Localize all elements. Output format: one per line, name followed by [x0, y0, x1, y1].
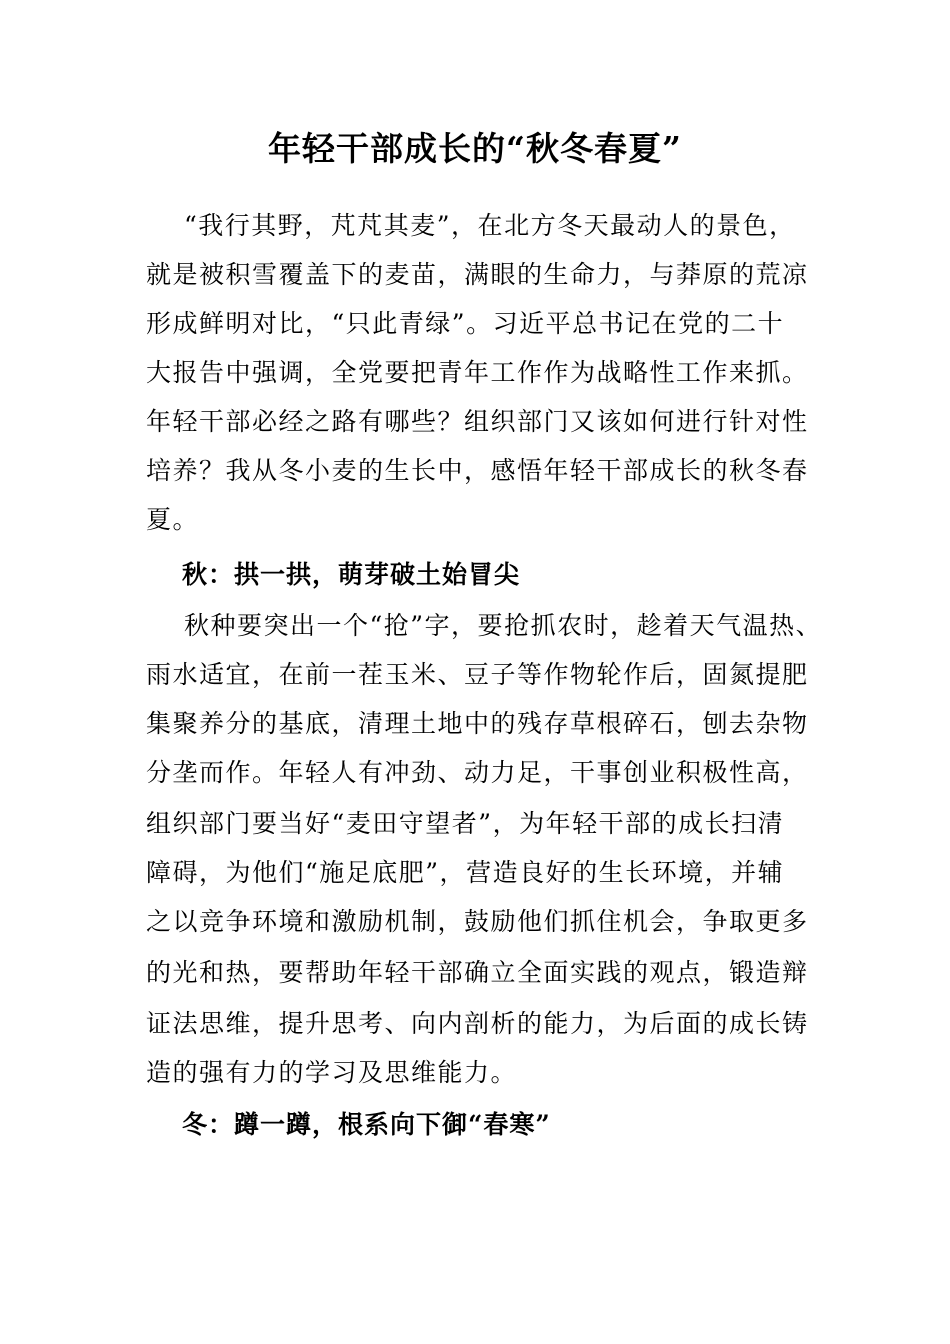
paragraph-line: 的光和热，要帮助年轻干部确立全面实践的观点，锻造辩: [146, 958, 809, 987]
paragraph-line: 组织部门要当好“麦田守望者”，为年轻干部的成长扫清: [146, 809, 785, 838]
paragraph-line: 年轻干部必经之路有哪些？组织部门又该如何进行针对性: [146, 407, 809, 436]
document-title: 年轻干部成长的“秋冬春夏”: [268, 129, 682, 168]
paragraph-line: 培养？我从冬小麦的生长中，感悟年轻干部成长的秋冬春: [146, 456, 809, 485]
paragraph-line: 集聚养分的基底，清理土地中的残存草根碎石，刨去杂物: [146, 709, 809, 738]
paragraph-line: 分垄而作。年轻人有冲劲、动力足，干事创业积极性高，: [146, 758, 809, 787]
paragraph-line: “我行其野，芃芃其麦”，在北方冬天最动人的景色，: [184, 211, 796, 240]
paragraph-line: 大报告中强调，全党要把青年工作作为战略性工作来抓。: [146, 358, 809, 387]
section-heading-winter: 冬：蹲一蹲，根系向下御“春寒”: [182, 1110, 551, 1139]
paragraph-line: 形成鲜明对比，“只此青绿”。习近平总书记在党的二十: [146, 309, 785, 338]
paragraph-line: 雨水适宜，在前一茬玉米、豆子等作物轮作后，固氮提肥: [146, 660, 809, 689]
paragraph-line: 障碍，为他们“施足底肥”，营造良好的生长环境，并辅: [146, 858, 785, 887]
paragraph-line: 之以竞争环境和激励机制，鼓励他们抓住机会，争取更多: [146, 907, 809, 936]
paragraph-line: 夏。: [146, 505, 200, 534]
paragraph-line: 就是被积雪覆盖下的麦苗，满眼的生命力，与莽原的荒凉: [146, 260, 809, 289]
section-heading-autumn: 秋：拱一拱，萌芽破土始冒尖: [182, 560, 521, 589]
paragraph-line: 秋种要突出一个“抢”字，要抢抓农时，趁着天气温热、: [184, 611, 823, 640]
paragraph-line: 证法思维，提升思考、向内剖析的能力，为后面的成长铸: [146, 1009, 809, 1038]
paragraph-line: 造的强有力的学习及思维能力。: [146, 1058, 518, 1087]
